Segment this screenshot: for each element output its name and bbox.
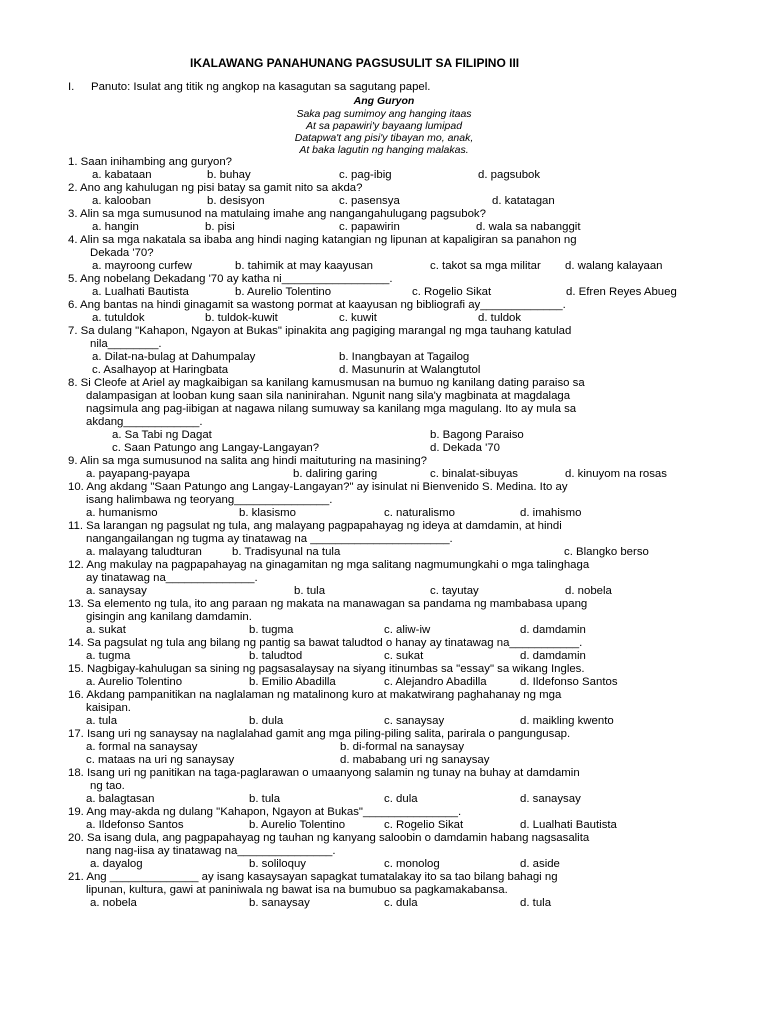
question-text: 14. Sa pagsulat ng tula ang bilang ng pantig sa bawat taludtod o hanay ay tinatawag na___________. bbox=[68, 637, 583, 649]
question-text: 20. Sa isang dula, ang pagpapahayag ng tauhan ng kanyang saloobin o damdamin habang nagsasalita bbox=[68, 832, 590, 844]
answer-choice: d. sanaysay bbox=[520, 793, 581, 805]
answer-choice: b. tula bbox=[294, 585, 326, 597]
question-text: akdang____________. bbox=[86, 416, 203, 428]
instruction-number: I. bbox=[68, 81, 75, 93]
answer-choice: b. buhay bbox=[207, 169, 251, 181]
question-text: nang nag-iisa ay tinatawag na_______________. bbox=[86, 845, 336, 857]
answer-choice: a. formal na sanaysay bbox=[86, 741, 198, 753]
question-text: gisingin ang kanilang damdamin. bbox=[86, 611, 252, 623]
answer-choice: c. binalat-sibuyas bbox=[430, 468, 519, 480]
question-text: 9. Alin sa mga sumusunod na salita ang hindi maituturing na masining? bbox=[68, 455, 428, 467]
answer-choice: a. tula bbox=[86, 715, 118, 727]
answer-choice: c. tayutay bbox=[430, 585, 479, 597]
answer-choice: b. tahimik at may kaayusan bbox=[235, 260, 374, 272]
answer-choice: c. aliw-iw bbox=[384, 624, 431, 636]
exam-title: IKALAWANG PANAHUNANG PAGSUSULIT SA FILIPINO III bbox=[190, 56, 520, 70]
answer-choice: b. Aurelio Tolentino bbox=[235, 286, 332, 298]
answer-choice: b. tula bbox=[249, 793, 281, 805]
answer-choice: b. tugma bbox=[249, 624, 294, 636]
question-text: 13. Sa elemento ng tula, ito ang paraan ng makata na manawagan sa pandama ng mambabasa upang bbox=[68, 598, 588, 610]
question-text: 11. Sa larangan ng pagsulat ng tula, ang malayang pagpapahayag ng ideya at damdamin, at hindi bbox=[68, 520, 562, 532]
answer-choice: c. Saan Patungo ang Langay-Langayan? bbox=[112, 442, 320, 454]
answer-choice: d. aside bbox=[520, 858, 560, 870]
question-text: 18. Isang uri ng panitikan na taga-paglarawan o umaanyong salamin ng tunay na buhay at damdamin bbox=[68, 767, 580, 779]
answer-choice: a. mayroong curfew bbox=[92, 260, 193, 272]
answer-choice: a. kabataan bbox=[92, 169, 152, 181]
answer-choice: c. naturalismo bbox=[384, 507, 455, 519]
answer-choice: a. tugma bbox=[86, 650, 131, 662]
answer-choice: a. Sa Tabi ng Dagat bbox=[112, 429, 212, 441]
answer-choice: b. Inangbayan at Tagailog bbox=[339, 351, 470, 363]
answer-choice: b. soliloquy bbox=[249, 858, 306, 870]
answer-choice: d. imahismo bbox=[520, 507, 582, 519]
answer-choice: c. sanaysay bbox=[384, 715, 445, 727]
answer-choice: a. tutuldok bbox=[92, 312, 145, 324]
answer-choice: b. Aurelio Tolentino bbox=[249, 819, 346, 831]
question-text: 8. Si Cleofe at Ariel ay magkaibigan sa kanilang kamusmusan na bumuo ng kanilang dating paraiso sa bbox=[68, 377, 585, 389]
question-text: 15. Nagbigay-kahulugan sa sining ng pagsasalaysay na siyang itinumbas sa "essay" sa wikang Ingles. bbox=[68, 663, 585, 675]
question-text: nagsimula ang pag-iibigan at nagawa nilang sumuway sa kanilang mga magulang. Ito ay mula sa bbox=[86, 403, 577, 415]
question-text: 1. Saan inihambing ang guryon? bbox=[68, 156, 233, 168]
answer-choice: b. Emilio Abadilla bbox=[249, 676, 336, 688]
poem-line: At baka lagutin ng hanging malakas. bbox=[299, 144, 469, 156]
answer-choice: b. Bagong Paraiso bbox=[430, 429, 524, 441]
answer-choice: d. tula bbox=[520, 897, 552, 909]
answer-choice: c. sukat bbox=[384, 650, 424, 662]
answer-choice: d. Efren Reyes Abueg bbox=[566, 286, 677, 298]
poem-line: At sa papawiri'y bayaang lumipad bbox=[305, 120, 463, 132]
answer-choice: c. monolog bbox=[384, 858, 440, 870]
answer-choice: d. Masunurin at Walangtutol bbox=[339, 364, 481, 376]
poem-title: Ang Guryon bbox=[353, 95, 415, 107]
answer-choice: d. damdamin bbox=[520, 650, 586, 662]
answer-choice: c. takot sa mga militar bbox=[430, 260, 541, 272]
answer-choice: d. walang kalayaan bbox=[565, 260, 663, 272]
answer-choice: d. nobela bbox=[565, 585, 612, 597]
answer-choice: b. dula bbox=[249, 715, 284, 727]
instructions: Panuto: Isulat ang titik ng angkop na kasagutan sa sagutang papel. bbox=[91, 81, 431, 93]
question-text: nila________. bbox=[90, 338, 162, 350]
answer-choice: c. Blangko berso bbox=[564, 546, 649, 558]
answer-choice: d. mababang uri ng sanaysay bbox=[340, 754, 490, 766]
answer-choice: a. dayalog bbox=[90, 858, 143, 870]
answer-choice: a. humanismo bbox=[86, 507, 158, 519]
question-text: 21. Ang ______________ ay isang kasaysayan sapagkat tumatalakay ito sa tao bilang bahagi ng bbox=[68, 871, 558, 883]
answer-choice: b. taludtod bbox=[249, 650, 303, 662]
answer-choice: d. damdamin bbox=[520, 624, 586, 636]
answer-choice: b. sanaysay bbox=[249, 897, 310, 909]
answer-choice: b. desisyon bbox=[207, 195, 265, 207]
question-text: kaisipan. bbox=[86, 702, 131, 714]
question-text: ay tinatawag na______________. bbox=[86, 572, 258, 584]
question-text: 12. Ang makulay na pagpapahayag na ginagamitan ng mga salitang nagmumungkahi o mga talinghaga bbox=[68, 559, 590, 571]
answer-choice: b. pisi bbox=[205, 221, 235, 233]
question-text: nangangailangan ng tugma ay tinatawag na ______________________. bbox=[86, 533, 453, 545]
answer-choice: c. Rogelio Sikat bbox=[384, 819, 464, 831]
answer-choice: a. nobela bbox=[90, 897, 137, 909]
answer-choice: c. dula bbox=[384, 897, 418, 909]
answer-choice: d. tuldok bbox=[478, 312, 522, 324]
answer-choice: a. sukat bbox=[86, 624, 126, 636]
question-text: lipunan, kultura, gawi at paniniwala ng bawat isa na bumubuo sa pagkamakabansa. bbox=[86, 884, 508, 896]
question-text: isang halimbawa ng teoryang_______________. bbox=[86, 494, 333, 506]
answer-choice: d. pagsubok bbox=[478, 169, 541, 181]
answer-choice: c. pasensya bbox=[339, 195, 400, 207]
answer-choice: c. Alejandro Abadilla bbox=[384, 676, 487, 688]
question-text: Dekada '70? bbox=[90, 247, 154, 259]
question-text: 4. Alin sa mga nakatala sa ibaba ang hindi naging katangian ng lipunan at kapaligiran sa panahon ng bbox=[68, 234, 577, 246]
answer-choice: a. Dilat-na-bulag at Dahumpalay bbox=[92, 351, 256, 363]
poem-line: Datapwa't ang pisi'y tibayan mo, anak, bbox=[294, 132, 474, 144]
answer-choice: c. dula bbox=[384, 793, 418, 805]
answer-choice: a. payapang-payapa bbox=[86, 468, 190, 480]
question-text: 2. Ano ang kahulugan ng pisi batay sa gamit nito sa akda? bbox=[68, 182, 363, 194]
answer-choice: b. di-formal na sanaysay bbox=[340, 741, 465, 753]
answer-choice: d. wala sa nabanggit bbox=[476, 221, 581, 233]
answer-choice: d. kinuyom na rosas bbox=[565, 468, 667, 480]
question-text: 5. Ang nobelang Dekadang '70 ay katha ni_________________. bbox=[68, 273, 393, 285]
answer-choice: d. maikling kwento bbox=[520, 715, 614, 727]
answer-choice: a. Lualhati Bautista bbox=[92, 286, 189, 298]
question-text: 7. Sa dulang "Kahapon, Ngayon at Bukas" ipinakita ang pagiging marangal ng mga tauhang katulad bbox=[68, 325, 572, 337]
answer-choice: b. Tradisyunal na tula bbox=[232, 546, 341, 558]
question-text: dalampasigan at looban kung saan sila naninirahan. Ngunit nang sila'y magbinata at magdalaga bbox=[86, 390, 571, 402]
answer-choice: c. Rogelio Sikat bbox=[412, 286, 492, 298]
question-text: 19. Ang may-akda ng dulang "Kahapon, Ngayon at Bukas"_______________. bbox=[68, 806, 462, 818]
answer-choice: d. Ildefonso Santos bbox=[520, 676, 618, 688]
answer-choice: b. daliring garing bbox=[293, 468, 378, 480]
answer-choice: b. klasismo bbox=[239, 507, 296, 519]
answer-choice: a. malayang taludturan bbox=[86, 546, 202, 558]
answer-choice: c. papawirin bbox=[339, 221, 400, 233]
question-text: 10. Ang akdang "Saan Patungo ang Langay-Langayan?" ay isinulat ni Bienvenido S. Medina. Ito ay bbox=[68, 481, 568, 493]
question-text: 16. Akdang pampanitikan na naglalaman ng matalinong kuro at makatwirang paghahanay ng mga bbox=[68, 689, 562, 701]
poem-line: Saka pag sumimoy ang hanging itaas bbox=[296, 108, 472, 120]
answer-choice: b. tuldok-kuwit bbox=[205, 312, 278, 324]
answer-choice: a. Aurelio Tolentino bbox=[86, 676, 183, 688]
answer-choice: c. kuwit bbox=[339, 312, 377, 324]
question-text: 17. Isang uri ng sanaysay na naglalahad gamit ang mga piling-piling salita, parirala o pangungusap. bbox=[68, 728, 571, 740]
answer-choice: d. Dekada '70 bbox=[430, 442, 500, 454]
answer-choice: d. Lualhati Bautista bbox=[520, 819, 617, 831]
answer-choice: c. Asalhayop at Haringbata bbox=[92, 364, 229, 376]
question-text: 6. Ang bantas na hindi ginagamit sa wastong pormat at kaayusan ng bibliografi ay_____________. bbox=[68, 299, 566, 311]
answer-choice: a. sanaysay bbox=[86, 585, 147, 597]
question-text: ng tao. bbox=[90, 780, 125, 792]
answer-choice: a. kalooban bbox=[92, 195, 151, 207]
answer-choice: c. pag-ibig bbox=[339, 169, 392, 181]
question-text: 3. Alin sa mga sumusunod na matulaing imahe ang nangangahulugang pagsubok? bbox=[68, 208, 486, 220]
answer-choice: a. balagtasan bbox=[86, 793, 155, 805]
answer-choice: c. mataas na uri ng sanaysay bbox=[86, 754, 235, 766]
answer-choice: a. hangin bbox=[92, 221, 139, 233]
answer-choice: a. Ildefonso Santos bbox=[86, 819, 184, 831]
answer-choice: d. katatagan bbox=[492, 195, 555, 207]
